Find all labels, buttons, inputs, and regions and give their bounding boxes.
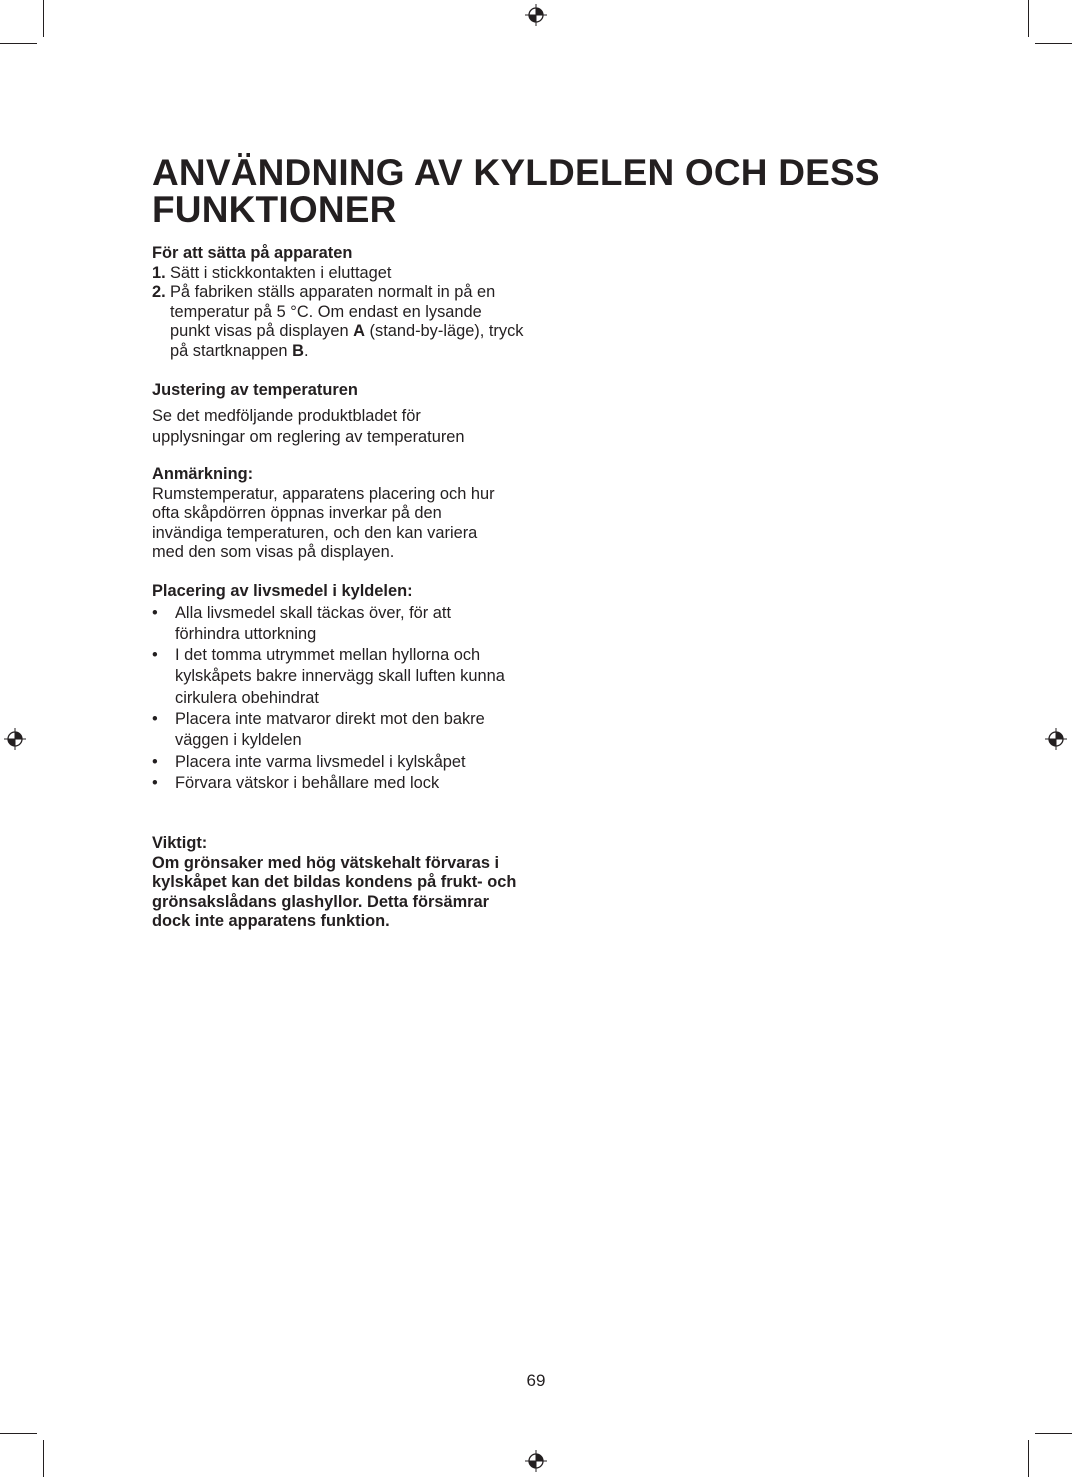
section-remark [152,465,510,563]
section-temperature [152,381,502,448]
registration-mark-icon [525,1450,547,1472]
section-important [152,834,527,932]
section-heading: För att sätta på apparaten [152,244,353,262]
bullet-icon: • [152,773,158,792]
list-item: • Placera inte matvaror direkt mot den bakre väggen i kyldelen [152,709,514,752]
crop-mark-bottom-left-horizontal [0,1433,37,1434]
list-item: • Placera inte varma livsmedel i kylskåpet [152,752,524,773]
list-item: • Alla livsmedel skall täckas över, för att förhindra uttorkning [152,603,497,646]
step-number: 2. [152,283,166,301]
page-number: 69 [526,1371,546,1390]
crop-mark-bottom-right-vertical [1028,1440,1029,1477]
section-text: Om grönsaker med hög vätskehalt förvaras i kylskåpet kan det bildas kondens på frukt- och grönsakslådans glashyllor. Detta försämrar dock inte apparatens funktion. [152,853,517,930]
bullet-icon: • [152,603,158,622]
section-text: Se det medföljande produktbladet för upplysningar om reglering av temperaturen [152,406,465,446]
section-heading: Placering av livsmedel i kyldelen: [152,582,413,600]
registration-mark-icon [4,728,26,750]
step-text: På fabriken ställs apparaten normalt in på en temperatur på 5 °C. Om endast en lysande punkt visas på displayen A (stand-by-läge), tryck på startknappen B. [170,283,524,360]
step-number: 1. [152,263,166,282]
crop-mark-top-left-vertical [43,0,44,37]
section-start [152,244,542,361]
display-label-a: A [353,322,365,340]
registration-mark-icon [1045,728,1067,750]
numbered-step [152,283,524,361]
list-item: • I det tomma utrymmet mellan hyllorna och kylskåpets bakre innervägg skall luften kunna cirkulera obehindrat [152,645,508,709]
section-heading: Anmärkning: [152,465,254,483]
section-heading: Justering av temperaturen [152,381,358,399]
section-placement [152,582,524,794]
crop-mark-top-right-horizontal [1035,43,1072,44]
numbered-step [152,264,542,284]
crop-mark-bottom-right-horizontal [1035,1433,1072,1434]
bullet-icon: • [152,752,158,771]
section-text: Rumstemperatur, apparatens placering och hur ofta skåpdörren öppnas inverkar på den invändiga temperaturen, och den kan variera med den som visas på displayen. [152,484,495,561]
page-title: ANVÄNDNING AV KYLDELEN OCH DESS FUNKTIONER [152,152,880,230]
list-item: • Förvara vätskor i behållare med lock [152,773,524,794]
bullet-icon: • [152,709,158,728]
registration-mark-icon [525,4,547,26]
crop-mark-top-left-horizontal [0,43,37,44]
start-button-label-b: B [292,341,304,360]
crop-mark-bottom-left-vertical [43,1440,44,1477]
step-text: Sätt i stickkontakten i eluttaget [170,263,392,282]
bullet-icon: • [152,646,158,665]
section-heading: Viktigt: [152,834,208,852]
crop-mark-top-right-vertical [1028,0,1029,37]
